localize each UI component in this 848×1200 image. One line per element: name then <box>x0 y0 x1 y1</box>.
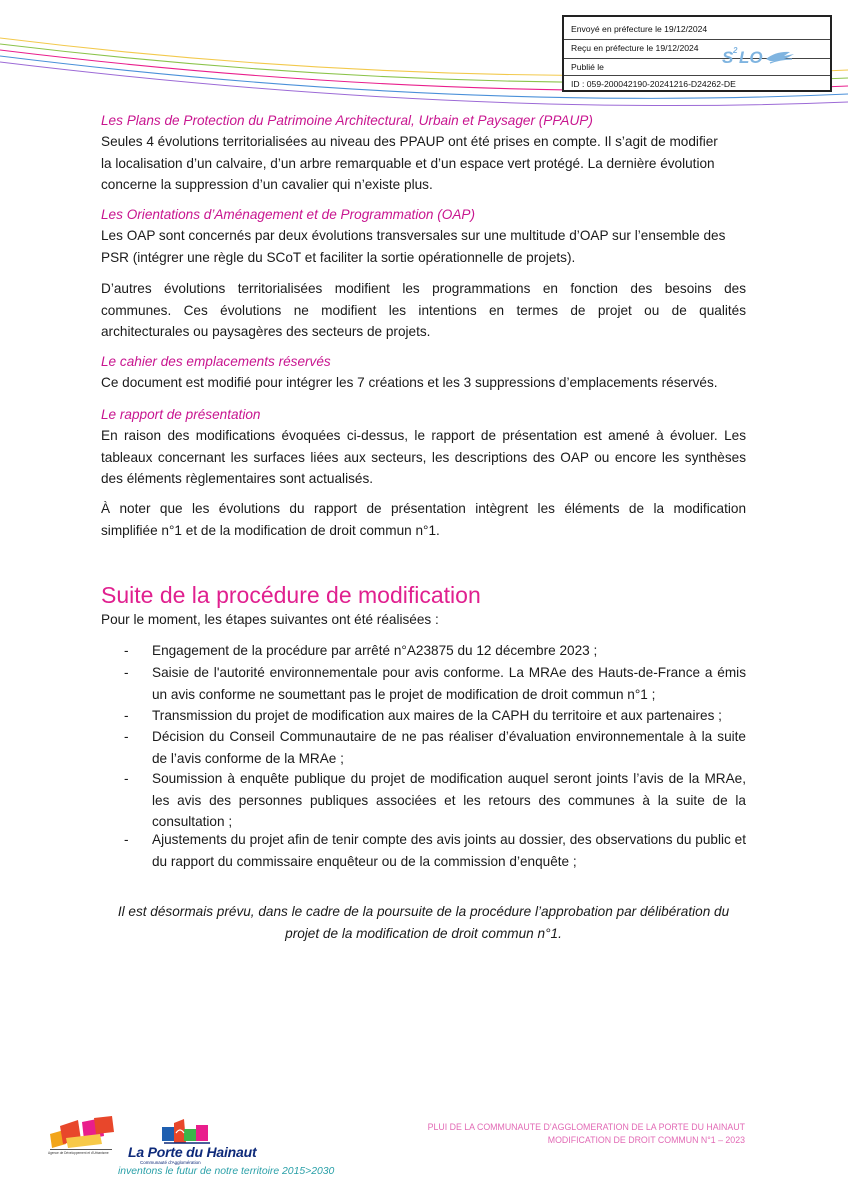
text-line: D’autres évolutions territorialisées modifient les programmations en fonction des besoins des <box>101 281 746 296</box>
caph-name: La Porte du Hainaut <box>128 1144 257 1160</box>
footer-line-2: MODIFICATION DE DROIT COMMUN N°1 – 2023 <box>547 1135 745 1145</box>
list-item <box>124 705 746 727</box>
footer-text <box>428 1121 745 1147</box>
text-line: PSR (intégrer une règle du SCoT et faciliter la sortie opérationnelle de projets). <box>101 249 576 265</box>
stamp-received: Reçu en préfecture le 19/12/2024 <box>571 43 699 53</box>
text-line: concerne la suppression d’un cavalier qui n’existe plus. <box>101 177 433 192</box>
list-item-text: Ajustements du projet afin de tenir compte des avis joints au dossier, des observations du public et du rapport du commissaire enquêteur ou de la commission d’enquête ; <box>152 832 746 869</box>
list-item-text: Décision du Conseil Communautaire de ne pas réaliser d’évaluation environnementale à la suite de l’avis conforme de la MRAe ; <box>152 729 746 766</box>
section-title-procedure: Suite de la procédure de modification <box>101 582 481 608</box>
paragraph-report-1 <box>101 425 746 490</box>
adu-logo-icon <box>48 1116 114 1162</box>
subtitle-oap: Les Orientations d’Aménagement et de Programmation (OAP) <box>101 207 476 222</box>
footer-line-1: PLUI DE LA COMMUNAUTE D’AGGLOMERATION DE LA PORTE DU HAINAUT <box>427 1122 745 1132</box>
slogan: inventons le futur de notre territoire 2015>2030 <box>118 1166 335 1177</box>
conclusion-text: Il est désormais prévu, dans le cadre de la poursuite de la procédure l’approbation par délibération du projet de la modification de droit commun n°1. <box>117 904 730 941</box>
s2lo-logo-icon <box>720 42 800 70</box>
caph-subtitle: Communauté d'Agglomération <box>140 1160 201 1165</box>
text-line: En raison des modifications évoquées ci-dessus, le rapport de présentation est amené à évoluer. Les <box>101 428 746 443</box>
caph-logo-icon <box>160 1117 212 1147</box>
text-line: architecturales ou paysagères des secteurs de projets. <box>101 324 431 339</box>
list-dash: - <box>124 643 129 658</box>
paragraph-oap-1 <box>101 225 746 268</box>
svg-text:S: S <box>722 48 734 67</box>
subtitle-ppaup: Les Plans de Protection du Patrimoine Architectural, Urbain et Paysager (PPAUP) <box>101 113 593 128</box>
list-item <box>124 726 746 769</box>
text-line: À noter que les évolutions du rapport de présentation intègrent les éléments de la modification <box>101 501 746 516</box>
stamp-sent: Envoyé en préfecture le 19/12/2024 <box>571 24 708 34</box>
list-item-text: Saisie de l'autorité environnementale pour avis conforme. La MRAe des Hauts-de-France a émis un avis conforme ne soumettant pas le projet de modification de droit commun n°1 ; <box>152 665 746 702</box>
subtitle-report: Le rapport de présentation <box>101 407 261 422</box>
list-dash: - <box>124 708 129 723</box>
text-line: Seules 4 évolutions territorialisées au niveau des PPAUP ont été prises en compte. Il s’agit de modifier <box>101 134 718 149</box>
list-dash: - <box>124 771 129 786</box>
list-dash: - <box>124 832 129 847</box>
subtitle-reserved: Le cahier des emplacements réservés <box>101 354 331 369</box>
text-line: simplifiée n°1 et de la modification de droit commun n°1. <box>101 522 440 538</box>
list-item-text: Transmission du projet de modification aux maires de la CAPH du territoire et aux partenaires ; <box>152 708 722 723</box>
list-dash: - <box>124 665 129 680</box>
svg-text:LO: LO <box>739 48 763 67</box>
text-line: la localisation d’un calvaire, d’un arbre remarquable et d’un espace vert protégé. La dernière évolution <box>101 155 715 171</box>
prefecture-stamp <box>562 15 832 92</box>
adu-caption: Agence de Développement et d'Urbanisme <box>48 1151 109 1155</box>
list-item <box>124 829 746 872</box>
paragraph-report-2 <box>101 498 746 541</box>
svg-text:2: 2 <box>733 46 738 55</box>
list-item <box>124 768 746 833</box>
paragraph-ppaup <box>101 131 746 196</box>
text-line: des éléments règlementaires sont actualisés. <box>101 471 374 486</box>
text-line: communes. Ces évolutions ne modifient les intentions en termes de projet ou de qualités <box>101 302 746 318</box>
list-item-text: Engagement de la procédure par arrêté n°A23875 du 12 décembre 2023 ; <box>152 643 598 658</box>
text-line: tableaux concernant les surfaces liées aux secteurs, les descriptions des OAP ou encore les synthèses <box>101 449 746 465</box>
stamp-id: ID : 059-200042190-20241216-D24262-DE <box>571 79 736 89</box>
list-item <box>124 662 746 705</box>
list-item <box>124 640 746 662</box>
text-line: Les OAP sont concernés par deux évolutions transversales sur une multitude d’OAP sur l’ensemble des <box>101 228 726 243</box>
paragraph-oap-2 <box>101 278 746 343</box>
procedure-intro: Pour le moment, les étapes suivantes ont été réalisées : <box>101 612 439 627</box>
stamp-published: Publié le <box>571 62 604 72</box>
list-dash: - <box>124 729 129 744</box>
list-item-text: Soumission à enquête publique du projet de modification auquel seront joints l’avis de la MRAe, les avis des personnes publiques associées et les retours des communes à la suite de la consultation ; <box>152 771 746 829</box>
paragraph-reserved: Ce document est modifié pour intégrer les 7 créations et les 3 suppressions d’emplacements réservés. <box>101 375 718 390</box>
